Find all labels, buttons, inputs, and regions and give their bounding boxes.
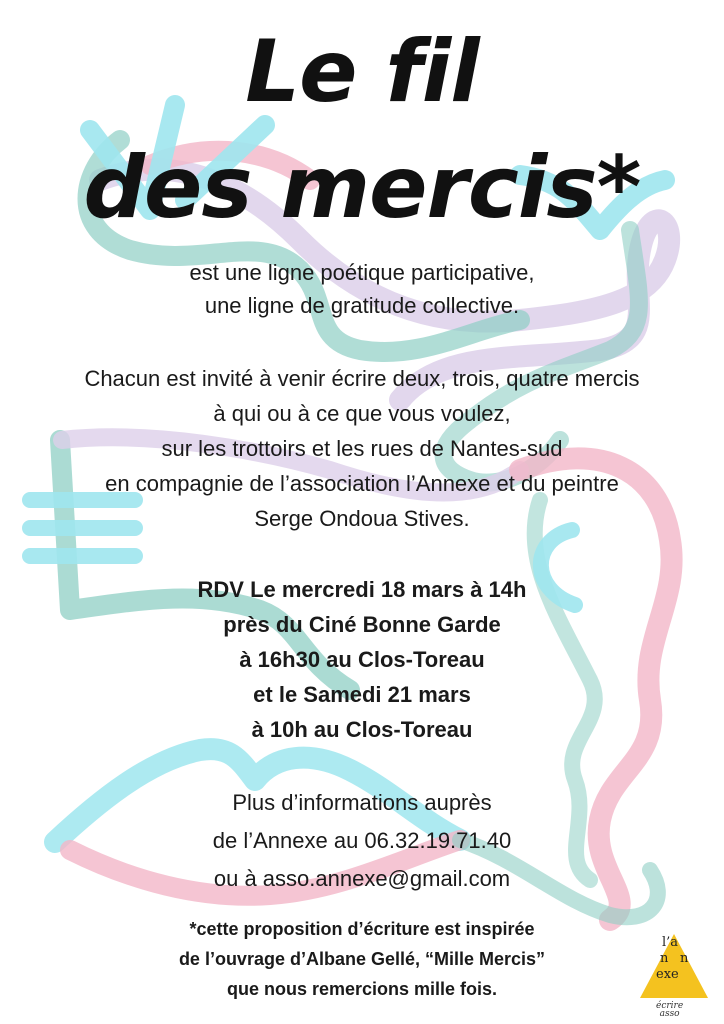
footnote-line: que nous remercions mille fois. [226, 979, 498, 999]
rdv-line: à 10h au Clos-Toreau [251, 717, 473, 742]
logo-sub-line: écrire [656, 1001, 684, 1011]
main-line: à qui ou à ce que vous voulez, [213, 401, 511, 426]
info-phone: de l’Annexe au 06.32.19.71.40 [212, 828, 512, 853]
rendezvous-text [0, 572, 724, 747]
info-line: Plus d’informations auprès [232, 790, 492, 815]
intro-text [0, 256, 724, 322]
logo-text: n [680, 951, 689, 966]
footnote-line: de l’ouvrage d’Albane Gellé, “Mille Mercis” [178, 949, 546, 969]
main-text [0, 361, 724, 536]
title-line-1: Le fil [245, 22, 479, 122]
footnote [0, 914, 724, 1004]
rdv-line: à 16h30 au Clos-Toreau [239, 647, 485, 672]
main-line: Chacun est invité à venir écrire deux, trois, quatre mercis [84, 366, 640, 391]
info-email: ou à asso.annexe@gmail.com [213, 866, 511, 891]
rdv-line: RDV Le mercredi 18 mars à 14h [197, 577, 527, 602]
logo-subtitle [656, 1002, 683, 1018]
logo-text: l’a [662, 935, 679, 950]
rdv-line: et le Samedi 21 mars [253, 682, 471, 707]
annexe-logo [636, 928, 712, 1018]
intro-line: est une ligne poétique participative, [189, 260, 535, 285]
main-line: sur les trottoirs et les rues de Nantes-sud [161, 436, 563, 461]
logo-sub-line: asso [659, 1009, 680, 1019]
main-line: en compagnie de l’association l’Annexe et du peintre [105, 471, 619, 496]
logo-text: exe [656, 967, 679, 982]
logo-text: n [660, 951, 669, 966]
rdv-line: près du Ciné Bonne Garde [223, 612, 501, 637]
main-line: Serge Ondoua Stives. [254, 506, 470, 531]
title-line-2: des mercis* [83, 138, 641, 238]
intro-line: une ligne de gratitude collective. [204, 293, 520, 318]
contact-info [0, 784, 724, 898]
footnote-line: *cette proposition d’écriture est inspirée [189, 919, 535, 939]
